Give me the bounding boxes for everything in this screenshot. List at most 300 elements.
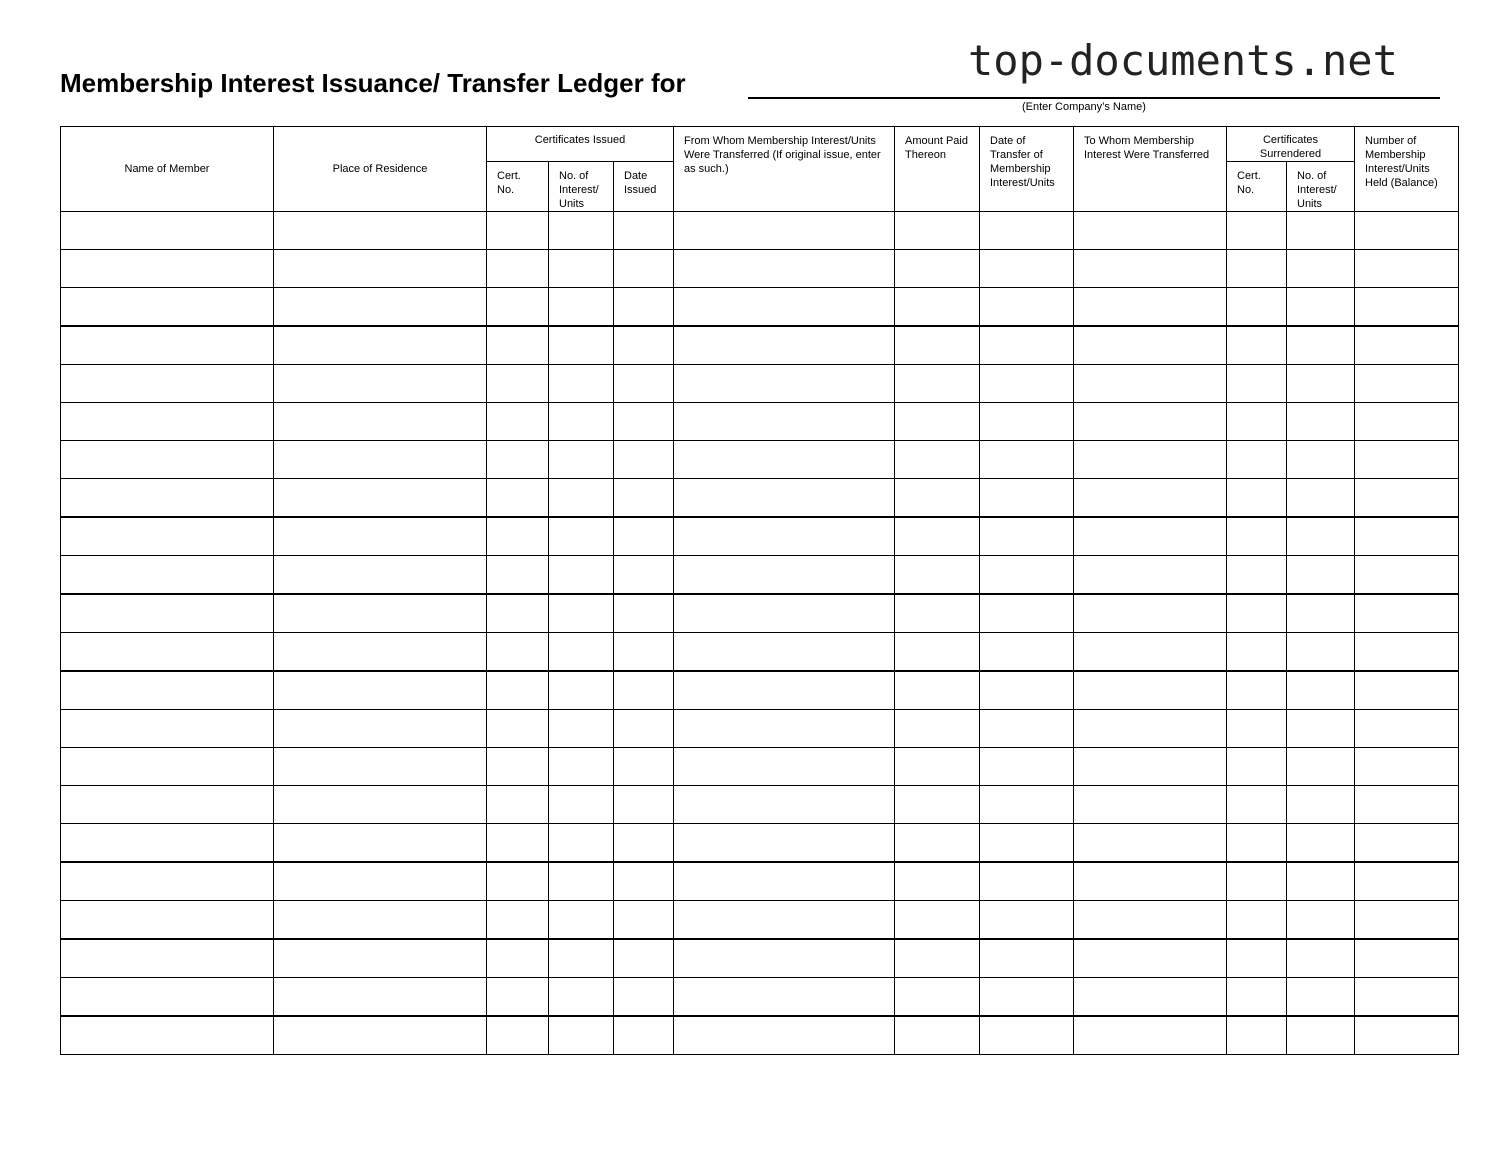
cell-place-of-residence[interactable] <box>274 517 487 556</box>
cell-date-of-transfer[interactable] <box>980 441 1074 479</box>
cell-amount-paid[interactable] <box>895 594 980 633</box>
cell-cert-no[interactable] <box>487 479 549 518</box>
cell-to-whom[interactable] <box>1074 403 1227 441</box>
cell-name-of-member[interactable] <box>61 671 274 710</box>
header-date-issued: Date Issued <box>614 162 674 212</box>
cell-no-of-interest-units[interactable] <box>549 862 614 901</box>
cell-surrendered-cert-no[interactable] <box>1227 250 1287 288</box>
cell-amount-paid[interactable] <box>895 517 980 556</box>
cell-from-whom[interactable] <box>674 633 895 672</box>
cell-surrendered-cert-no[interactable] <box>1227 326 1287 365</box>
cell-surrendered-no-of-interest-units[interactable] <box>1287 824 1355 863</box>
header-certificates-issued: Certificates Issued <box>487 127 674 162</box>
cell-date-issued[interactable] <box>614 365 674 403</box>
cell-surrendered-no-of-interest-units[interactable] <box>1287 556 1355 595</box>
table-row <box>61 594 1459 633</box>
cell-cert-no[interactable] <box>487 517 549 556</box>
watermark: top-documents.net <box>968 36 1398 85</box>
cell-surrendered-no-of-interest-units[interactable] <box>1287 441 1355 479</box>
table-row <box>61 901 1459 940</box>
cell-date-issued[interactable] <box>614 786 674 824</box>
cell-name-of-member[interactable] <box>61 556 274 595</box>
table-row <box>61 365 1459 403</box>
cell-amount-paid[interactable] <box>895 862 980 901</box>
table-row <box>61 556 1459 595</box>
cell-cert-no[interactable] <box>487 250 549 288</box>
header-to-whom: To Whom Membership Interest Were Transferred <box>1074 127 1227 212</box>
cell-cert-no[interactable] <box>487 824 549 863</box>
cell-no-of-interest-units[interactable] <box>549 403 614 441</box>
cell-from-whom[interactable] <box>674 365 895 403</box>
cell-name-of-member[interactable] <box>61 978 274 1017</box>
cell-no-of-interest-units[interactable] <box>549 748 614 786</box>
cell-date-of-transfer[interactable] <box>980 862 1074 901</box>
cell-date-issued[interactable] <box>614 748 674 786</box>
cell-amount-paid[interactable] <box>895 403 980 441</box>
cell-date-issued[interactable] <box>614 479 674 518</box>
cell-surrendered-no-of-interest-units[interactable] <box>1287 862 1355 901</box>
cell-cert-no[interactable] <box>487 212 549 250</box>
cell-date-issued[interactable] <box>614 978 674 1017</box>
cell-amount-paid[interactable] <box>895 633 980 672</box>
cell-number-held[interactable] <box>1355 326 1459 365</box>
cell-cert-no[interactable] <box>487 556 549 595</box>
cell-name-of-member[interactable] <box>61 939 274 978</box>
cell-surrendered-no-of-interest-units[interactable] <box>1287 786 1355 824</box>
cell-date-issued[interactable] <box>614 441 674 479</box>
cell-date-of-transfer[interactable] <box>980 978 1074 1017</box>
cell-place-of-residence[interactable] <box>274 403 487 441</box>
cell-to-whom[interactable] <box>1074 594 1227 633</box>
header-certificates-surrendered: Certificates Surrendered <box>1227 127 1355 162</box>
table-row <box>61 862 1459 901</box>
cell-number-held[interactable] <box>1355 824 1459 863</box>
cell-cert-no[interactable] <box>487 786 549 824</box>
cell-no-of-interest-units[interactable] <box>549 288 614 327</box>
cell-place-of-residence[interactable] <box>274 748 487 786</box>
cell-cert-no[interactable] <box>487 939 549 978</box>
table-row <box>61 517 1459 556</box>
cell-number-held[interactable] <box>1355 786 1459 824</box>
cell-amount-paid[interactable] <box>895 250 980 288</box>
cell-to-whom[interactable] <box>1074 862 1227 901</box>
cell-to-whom[interactable] <box>1074 824 1227 863</box>
ledger-table <box>60 126 1459 1055</box>
header-cert-no: Cert. No. <box>487 162 549 212</box>
cell-cert-no[interactable] <box>487 326 549 365</box>
cell-surrendered-cert-no[interactable] <box>1227 786 1287 824</box>
cell-surrendered-no-of-interest-units[interactable] <box>1287 212 1355 250</box>
cell-number-held[interactable] <box>1355 479 1459 518</box>
cell-date-issued[interactable] <box>614 710 674 748</box>
table-row <box>61 441 1459 479</box>
cell-name-of-member[interactable] <box>61 441 274 479</box>
cell-from-whom[interactable] <box>674 671 895 710</box>
cell-from-whom[interactable] <box>674 594 895 633</box>
table-row <box>61 748 1459 786</box>
cell-no-of-interest-units[interactable] <box>549 1016 614 1055</box>
cell-no-of-interest-units[interactable] <box>549 978 614 1017</box>
cell-to-whom[interactable] <box>1074 939 1227 978</box>
cell-date-of-transfer[interactable] <box>980 710 1074 748</box>
cell-date-of-transfer[interactable] <box>980 748 1074 786</box>
cell-name-of-member[interactable] <box>61 748 274 786</box>
cell-cert-no[interactable] <box>487 365 549 403</box>
table-row <box>61 479 1459 518</box>
cell-cert-no[interactable] <box>487 441 549 479</box>
cell-from-whom[interactable] <box>674 326 895 365</box>
cell-from-whom[interactable] <box>674 403 895 441</box>
cell-surrendered-no-of-interest-units[interactable] <box>1287 517 1355 556</box>
cell-to-whom[interactable] <box>1074 517 1227 556</box>
table-row <box>61 710 1459 748</box>
cell-place-of-residence[interactable] <box>274 212 487 250</box>
cell-from-whom[interactable] <box>674 862 895 901</box>
cell-number-held[interactable] <box>1355 748 1459 786</box>
cell-no-of-interest-units[interactable] <box>549 786 614 824</box>
cell-to-whom[interactable] <box>1074 365 1227 403</box>
cell-amount-paid[interactable] <box>895 479 980 518</box>
table-row <box>61 212 1459 250</box>
cell-no-of-interest-units[interactable] <box>549 250 614 288</box>
cell-number-held[interactable] <box>1355 594 1459 633</box>
cell-cert-no[interactable] <box>487 633 549 672</box>
cell-name-of-member[interactable] <box>61 786 274 824</box>
cell-date-of-transfer[interactable] <box>980 365 1074 403</box>
cell-name-of-member[interactable] <box>61 517 274 556</box>
cell-to-whom[interactable] <box>1074 212 1227 250</box>
cell-date-issued[interactable] <box>614 939 674 978</box>
cell-to-whom[interactable] <box>1074 1016 1227 1055</box>
cell-no-of-interest-units[interactable] <box>549 939 614 978</box>
cell-surrendered-no-of-interest-units[interactable] <box>1287 326 1355 365</box>
cell-date-of-transfer[interactable] <box>980 212 1074 250</box>
cell-place-of-residence[interactable] <box>274 786 487 824</box>
cell-place-of-residence[interactable] <box>274 710 487 748</box>
cell-from-whom[interactable] <box>674 250 895 288</box>
cell-number-held[interactable] <box>1355 901 1459 940</box>
cell-place-of-residence[interactable] <box>274 862 487 901</box>
cell-surrendered-no-of-interest-units[interactable] <box>1287 1016 1355 1055</box>
header-amount-paid: Amount Paid Thereon <box>895 127 980 212</box>
table-row <box>61 633 1459 672</box>
cell-no-of-interest-units[interactable] <box>549 633 614 672</box>
cell-amount-paid[interactable] <box>895 786 980 824</box>
cell-from-whom[interactable] <box>674 517 895 556</box>
cell-number-held[interactable] <box>1355 862 1459 901</box>
cell-date-issued[interactable] <box>614 671 674 710</box>
cell-date-of-transfer[interactable] <box>980 786 1074 824</box>
cell-number-held[interactable] <box>1355 978 1459 1017</box>
cell-date-issued[interactable] <box>614 901 674 940</box>
cell-no-of-interest-units[interactable] <box>549 824 614 863</box>
cell-date-issued[interactable] <box>614 212 674 250</box>
cell-date-issued[interactable] <box>614 862 674 901</box>
cell-surrendered-cert-no[interactable] <box>1227 517 1287 556</box>
cell-name-of-member[interactable] <box>61 862 274 901</box>
cell-place-of-residence[interactable] <box>274 633 487 672</box>
cell-cert-no[interactable] <box>487 978 549 1017</box>
cell-no-of-interest-units[interactable] <box>549 517 614 556</box>
cell-name-of-member[interactable] <box>61 250 274 288</box>
cell-surrendered-no-of-interest-units[interactable] <box>1287 748 1355 786</box>
header-surrendered-no-of-interest-units: No. of Interest/ Units <box>1287 162 1355 212</box>
cell-number-held[interactable] <box>1355 1016 1459 1055</box>
cell-to-whom[interactable] <box>1074 633 1227 672</box>
cell-place-of-residence[interactable] <box>274 939 487 978</box>
cell-date-of-transfer[interactable] <box>980 556 1074 595</box>
header-date-of-transfer: Date of Transfer of Membership Interest/Units <box>980 127 1074 212</box>
cell-number-held[interactable] <box>1355 250 1459 288</box>
cell-cert-no[interactable] <box>487 594 549 633</box>
cell-date-of-transfer[interactable] <box>980 326 1074 365</box>
cell-amount-paid[interactable] <box>895 939 980 978</box>
cell-name-of-member[interactable] <box>61 901 274 940</box>
cell-name-of-member[interactable] <box>61 479 274 518</box>
cell-to-whom[interactable] <box>1074 748 1227 786</box>
cell-surrendered-no-of-interest-units[interactable] <box>1287 901 1355 940</box>
cell-surrendered-no-of-interest-units[interactable] <box>1287 710 1355 748</box>
cell-amount-paid[interactable] <box>895 824 980 863</box>
cell-date-of-transfer[interactable] <box>980 939 1074 978</box>
cell-no-of-interest-units[interactable] <box>549 326 614 365</box>
cell-to-whom[interactable] <box>1074 326 1227 365</box>
cell-number-held[interactable] <box>1355 671 1459 710</box>
cell-number-held[interactable] <box>1355 441 1459 479</box>
cell-place-of-residence[interactable] <box>274 1016 487 1055</box>
cell-surrendered-no-of-interest-units[interactable] <box>1287 939 1355 978</box>
cell-no-of-interest-units[interactable] <box>549 671 614 710</box>
cell-place-of-residence[interactable] <box>274 479 487 518</box>
cell-surrendered-no-of-interest-units[interactable] <box>1287 403 1355 441</box>
cell-number-held[interactable] <box>1355 939 1459 978</box>
cell-to-whom[interactable] <box>1074 901 1227 940</box>
cell-surrendered-cert-no[interactable] <box>1227 939 1287 978</box>
cell-date-of-transfer[interactable] <box>980 517 1074 556</box>
cell-to-whom[interactable] <box>1074 671 1227 710</box>
cell-surrendered-cert-no[interactable] <box>1227 710 1287 748</box>
cell-name-of-member[interactable] <box>61 710 274 748</box>
header-surrendered-cert-no: Cert. No. <box>1227 162 1287 212</box>
cell-amount-paid[interactable] <box>895 1016 980 1055</box>
cell-from-whom[interactable] <box>674 939 895 978</box>
cell-date-of-transfer[interactable] <box>980 824 1074 863</box>
cell-name-of-member[interactable] <box>61 288 274 327</box>
cell-surrendered-no-of-interest-units[interactable] <box>1287 671 1355 710</box>
page-title: Membership Interest Issuance/ Transfer Ledger for <box>60 68 686 98</box>
table-row <box>61 288 1459 327</box>
cell-number-held[interactable] <box>1355 403 1459 441</box>
cell-place-of-residence[interactable] <box>274 671 487 710</box>
cell-date-issued[interactable] <box>614 250 674 288</box>
cell-surrendered-cert-no[interactable] <box>1227 633 1287 672</box>
cell-date-of-transfer[interactable] <box>980 633 1074 672</box>
cell-cert-no[interactable] <box>487 288 549 327</box>
cell-place-of-residence[interactable] <box>274 365 487 403</box>
cell-name-of-member[interactable] <box>61 1016 274 1055</box>
cell-amount-paid[interactable] <box>895 212 980 250</box>
cell-surrendered-no-of-interest-units[interactable] <box>1287 479 1355 518</box>
cell-cert-no[interactable] <box>487 403 549 441</box>
cell-cert-no[interactable] <box>487 862 549 901</box>
cell-surrendered-no-of-interest-units[interactable] <box>1287 594 1355 633</box>
cell-amount-paid[interactable] <box>895 441 980 479</box>
cell-date-issued[interactable] <box>614 403 674 441</box>
cell-number-held[interactable] <box>1355 633 1459 672</box>
cell-date-issued[interactable] <box>614 824 674 863</box>
cell-no-of-interest-units[interactable] <box>549 710 614 748</box>
cell-place-of-residence[interactable] <box>274 441 487 479</box>
cell-name-of-member[interactable] <box>61 594 274 633</box>
cell-place-of-residence[interactable] <box>274 250 487 288</box>
cell-date-issued[interactable] <box>614 633 674 672</box>
cell-amount-paid[interactable] <box>895 710 980 748</box>
cell-to-whom[interactable] <box>1074 978 1227 1017</box>
cell-to-whom[interactable] <box>1074 288 1227 327</box>
cell-to-whom[interactable] <box>1074 556 1227 595</box>
cell-from-whom[interactable] <box>674 288 895 327</box>
cell-place-of-residence[interactable] <box>274 901 487 940</box>
table-row <box>61 1016 1459 1055</box>
cell-surrendered-cert-no[interactable] <box>1227 901 1287 940</box>
cell-cert-no[interactable] <box>487 1016 549 1055</box>
cell-number-held[interactable] <box>1355 517 1459 556</box>
cell-surrendered-cert-no[interactable] <box>1227 862 1287 901</box>
cell-amount-paid[interactable] <box>895 748 980 786</box>
cell-from-whom[interactable] <box>674 212 895 250</box>
cell-cert-no[interactable] <box>487 748 549 786</box>
cell-surrendered-cert-no[interactable] <box>1227 479 1287 518</box>
table-row <box>61 671 1459 710</box>
cell-place-of-residence[interactable] <box>274 978 487 1017</box>
cell-name-of-member[interactable] <box>61 365 274 403</box>
header-name-of-member: Name of Member <box>61 127 274 212</box>
cell-to-whom[interactable] <box>1074 710 1227 748</box>
cell-to-whom[interactable] <box>1074 479 1227 518</box>
cell-from-whom[interactable] <box>674 978 895 1017</box>
cell-name-of-member[interactable] <box>61 326 274 365</box>
cell-from-whom[interactable] <box>674 710 895 748</box>
cell-no-of-interest-units[interactable] <box>549 556 614 595</box>
cell-surrendered-no-of-interest-units[interactable] <box>1287 633 1355 672</box>
cell-date-of-transfer[interactable] <box>980 403 1074 441</box>
cell-surrendered-no-of-interest-units[interactable] <box>1287 250 1355 288</box>
cell-to-whom[interactable] <box>1074 250 1227 288</box>
cell-date-of-transfer[interactable] <box>980 671 1074 710</box>
cell-amount-paid[interactable] <box>895 365 980 403</box>
cell-from-whom[interactable] <box>674 479 895 518</box>
cell-from-whom[interactable] <box>674 786 895 824</box>
cell-amount-paid[interactable] <box>895 556 980 595</box>
cell-name-of-member[interactable] <box>61 212 274 250</box>
cell-from-whom[interactable] <box>674 441 895 479</box>
cell-number-held[interactable] <box>1355 556 1459 595</box>
table-row <box>61 978 1459 1017</box>
cell-date-of-transfer[interactable] <box>980 901 1074 940</box>
cell-name-of-member[interactable] <box>61 633 274 672</box>
cell-to-whom[interactable] <box>1074 786 1227 824</box>
cell-surrendered-cert-no[interactable] <box>1227 1016 1287 1055</box>
cell-name-of-member[interactable] <box>61 403 274 441</box>
table-row <box>61 939 1459 978</box>
cell-surrendered-cert-no[interactable] <box>1227 441 1287 479</box>
cell-cert-no[interactable] <box>487 901 549 940</box>
cell-cert-no[interactable] <box>487 710 549 748</box>
cell-surrendered-cert-no[interactable] <box>1227 978 1287 1017</box>
cell-surrendered-cert-no[interactable] <box>1227 824 1287 863</box>
cell-date-issued[interactable] <box>614 517 674 556</box>
cell-no-of-interest-units[interactable] <box>549 479 614 518</box>
cell-surrendered-cert-no[interactable] <box>1227 365 1287 403</box>
cell-surrendered-no-of-interest-units[interactable] <box>1287 288 1355 327</box>
cell-amount-paid[interactable] <box>895 288 980 327</box>
cell-from-whom[interactable] <box>674 1016 895 1055</box>
cell-date-issued[interactable] <box>614 326 674 365</box>
company-name-blank[interactable] <box>748 97 1440 99</box>
cell-date-issued[interactable] <box>614 1016 674 1055</box>
table-row <box>61 326 1459 365</box>
cell-date-of-transfer[interactable] <box>980 594 1074 633</box>
cell-place-of-residence[interactable] <box>274 288 487 327</box>
cell-number-held[interactable] <box>1355 365 1459 403</box>
cell-place-of-residence[interactable] <box>274 824 487 863</box>
cell-no-of-interest-units[interactable] <box>549 594 614 633</box>
cell-amount-paid[interactable] <box>895 326 980 365</box>
cell-from-whom[interactable] <box>674 901 895 940</box>
cell-place-of-residence[interactable] <box>274 594 487 633</box>
cell-surrendered-cert-no[interactable] <box>1227 594 1287 633</box>
cell-from-whom[interactable] <box>674 824 895 863</box>
cell-no-of-interest-units[interactable] <box>549 365 614 403</box>
table-row <box>61 250 1459 288</box>
cell-date-issued[interactable] <box>614 594 674 633</box>
cell-cert-no[interactable] <box>487 671 549 710</box>
cell-date-of-transfer[interactable] <box>980 1016 1074 1055</box>
cell-date-issued[interactable] <box>614 288 674 327</box>
cell-from-whom[interactable] <box>674 748 895 786</box>
cell-place-of-residence[interactable] <box>274 556 487 595</box>
cell-name-of-member[interactable] <box>61 824 274 863</box>
cell-surrendered-no-of-interest-units[interactable] <box>1287 365 1355 403</box>
cell-surrendered-cert-no[interactable] <box>1227 288 1287 327</box>
cell-surrendered-no-of-interest-units[interactable] <box>1287 978 1355 1017</box>
header-from-whom: From Whom Membership Interest/Units Were Transferred (If original issue, enter as such.) <box>674 127 895 212</box>
cell-amount-paid[interactable] <box>895 978 980 1017</box>
cell-surrendered-cert-no[interactable] <box>1227 212 1287 250</box>
cell-date-of-transfer[interactable] <box>980 288 1074 327</box>
cell-no-of-interest-units[interactable] <box>549 212 614 250</box>
cell-surrendered-cert-no[interactable] <box>1227 556 1287 595</box>
cell-no-of-interest-units[interactable] <box>549 441 614 479</box>
cell-no-of-interest-units[interactable] <box>549 901 614 940</box>
cell-surrendered-cert-no[interactable] <box>1227 671 1287 710</box>
cell-number-held[interactable] <box>1355 212 1459 250</box>
cell-amount-paid[interactable] <box>895 901 980 940</box>
cell-from-whom[interactable] <box>674 556 895 595</box>
cell-to-whom[interactable] <box>1074 441 1227 479</box>
cell-date-of-transfer[interactable] <box>980 479 1074 518</box>
cell-surrendered-cert-no[interactable] <box>1227 403 1287 441</box>
cell-date-of-transfer[interactable] <box>980 250 1074 288</box>
cell-number-held[interactable] <box>1355 288 1459 327</box>
cell-number-held[interactable] <box>1355 710 1459 748</box>
table-row <box>61 786 1459 824</box>
header-no-of-interest-units: No. of Interest/ Units <box>549 162 614 212</box>
cell-amount-paid[interactable] <box>895 671 980 710</box>
cell-place-of-residence[interactable] <box>274 326 487 365</box>
cell-surrendered-cert-no[interactable] <box>1227 748 1287 786</box>
cell-date-issued[interactable] <box>614 556 674 595</box>
